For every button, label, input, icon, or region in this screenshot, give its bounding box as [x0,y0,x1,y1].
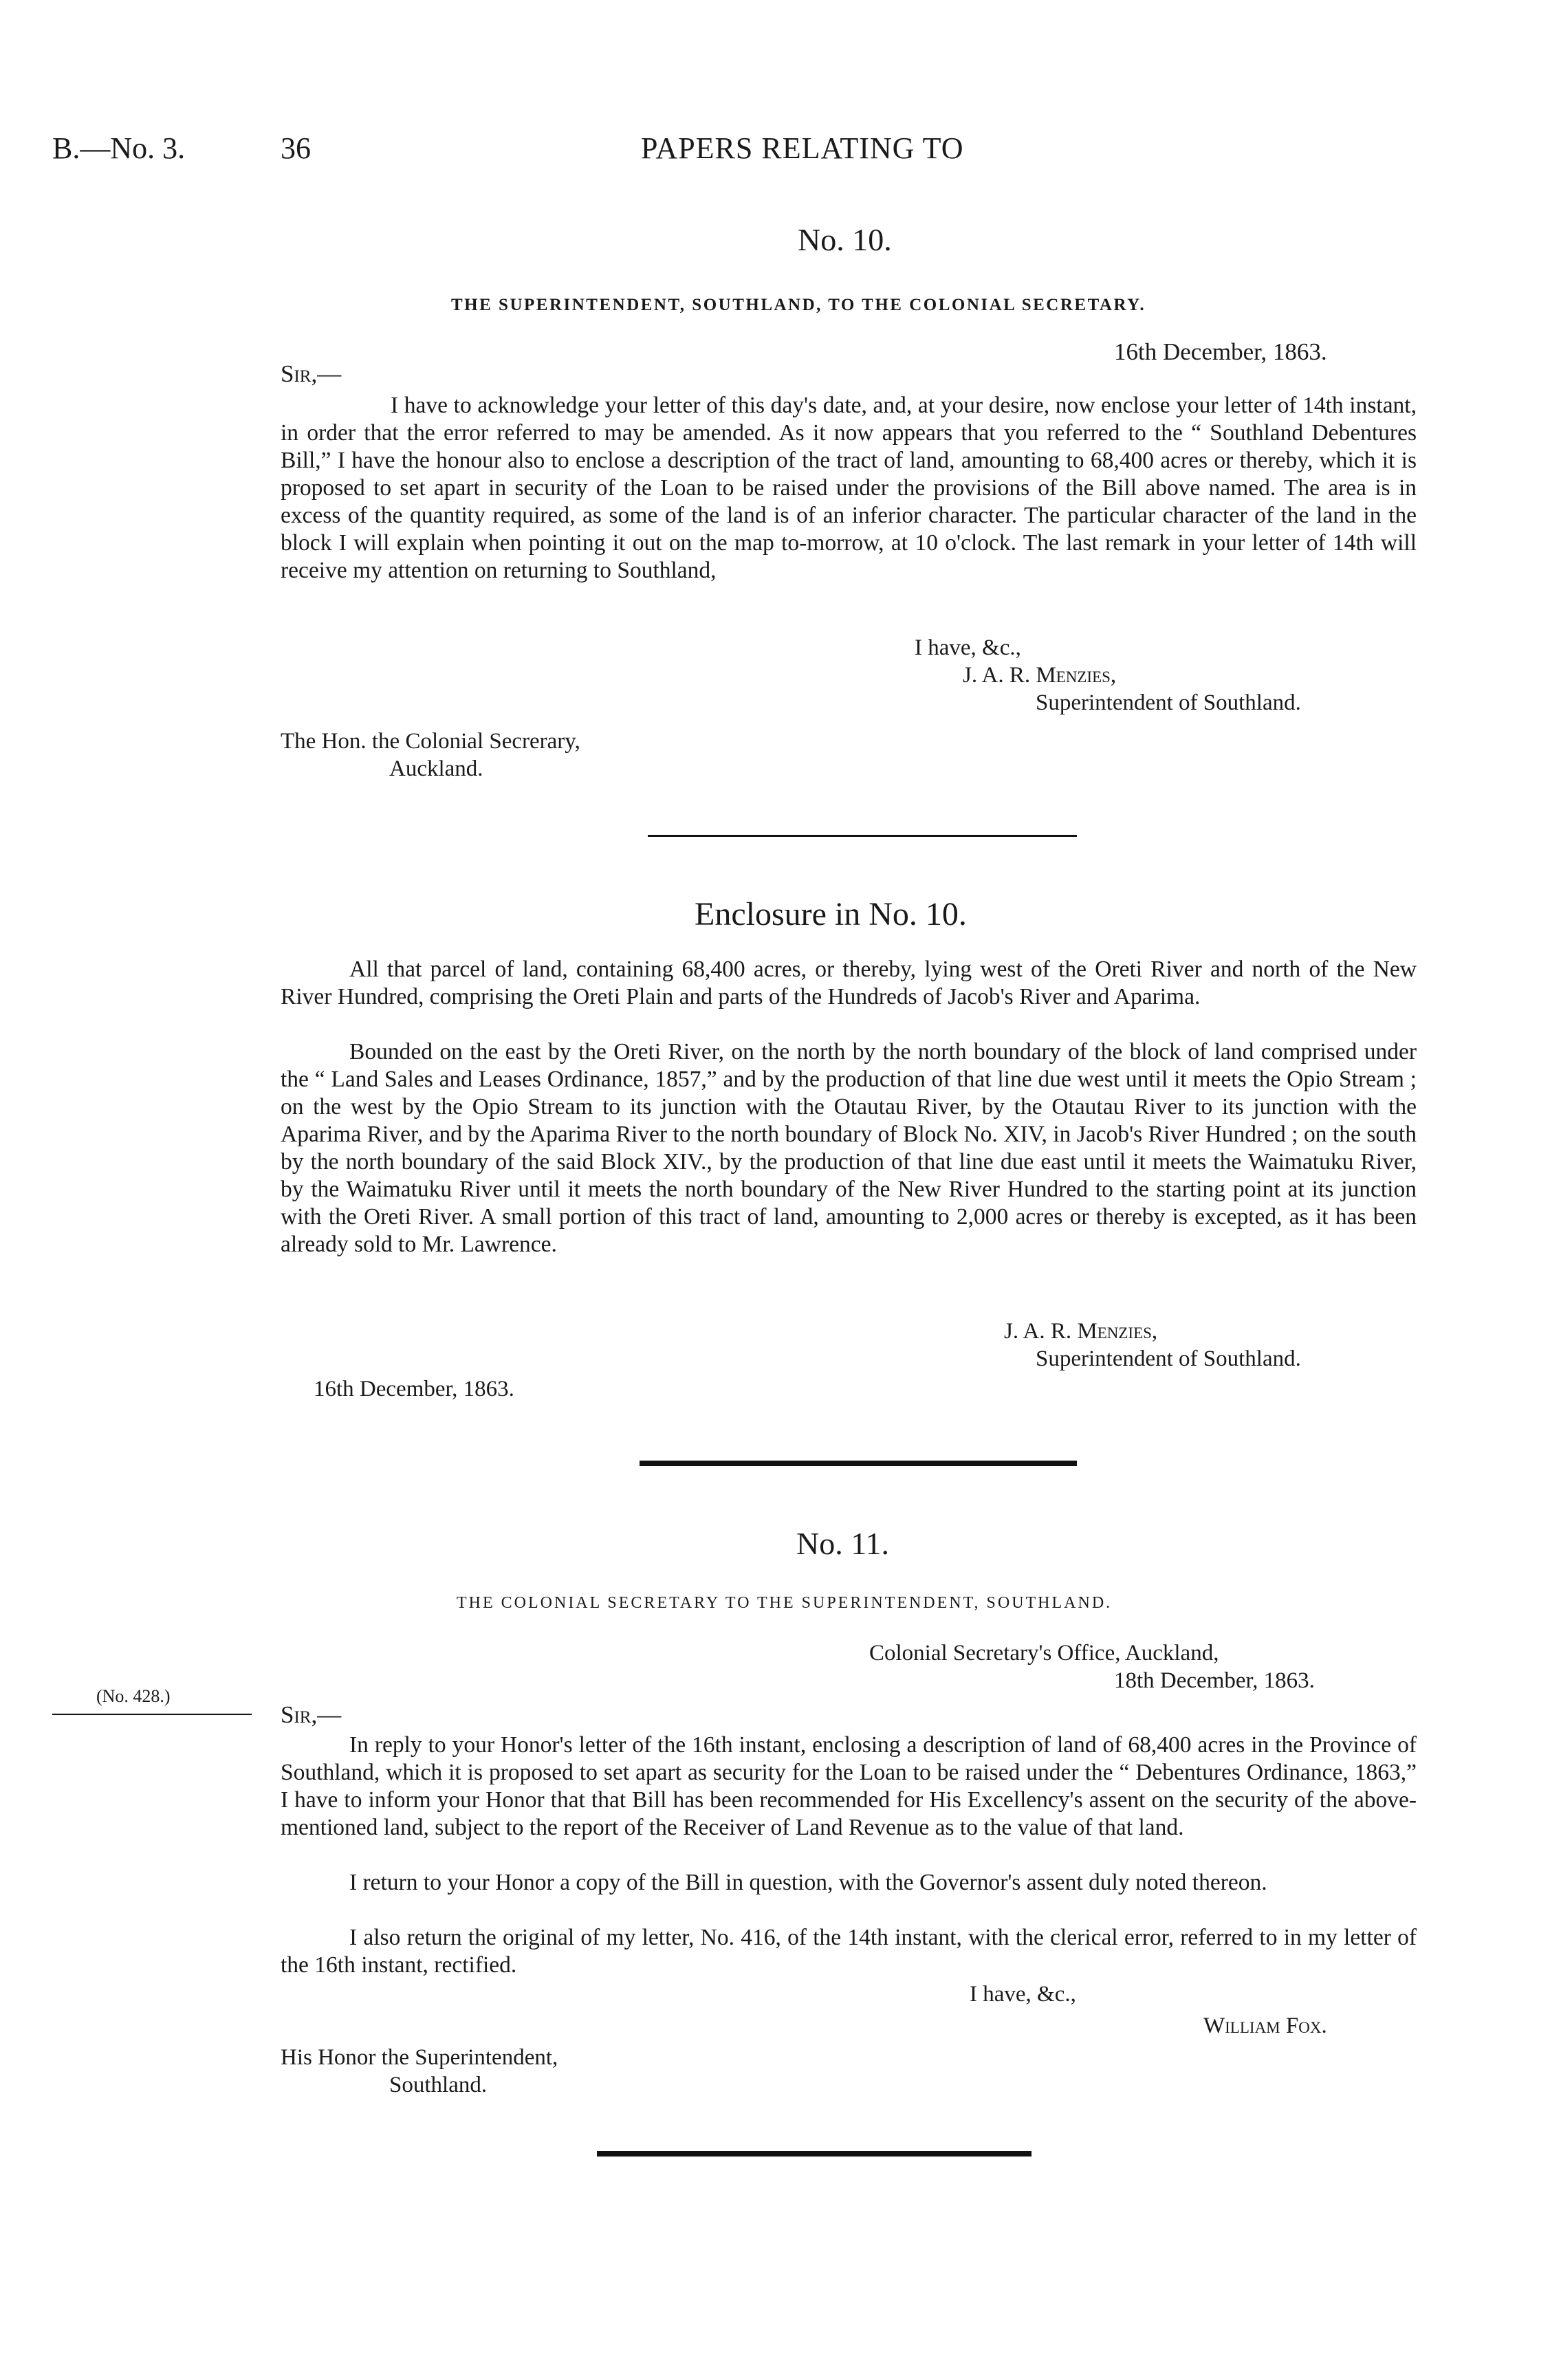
letter-10-body: I have to acknowledge your letter of this day's date, and, at your desire, now enclose your letter of 14th instant, in order that the error referred to may be amended. As it now appears that you referred to the “ Southland Debentures Bill,” I have the honour also to enclose a description of the tract of land, amounting to 68,400 acres or thereby, which it is proposed to set apart in security of the Loan to be raised under the provisions of the Bill above named. The area is in excess of the quantity required, as some of the land is of an inferior character. The particular character of the land in the block I will explain when pointing it out on the map to-morrow, at 10 o'clock. The last remark in your letter of 14th will receive my attention on returning to Southland, [281,393,1417,583]
letter-11-paragraph-1: In reply to your Honor's letter of the 16th instant, enclosing a description of land of 68,400 acres in the Province of Southland, which it is proposed to set apart as security for the Loan to be raised under the “ Debentures Ordinance, 1863,” I have to inform your Honor that that Bill has been recommended for His Excellency's assent on the security of the above-mentioned land, subject to the report of the Receiver of Land Revenue as to the value of that land. [281,1732,1417,1840]
end-divider [597,2151,1031,2157]
letter-11-office: Colonial Secretary's Office, Auckland, [869,1641,1219,1666]
letter-11-addressee: His Honor the Superintendent, [281,2045,558,2070]
letter-10-addressee-city: Auckland. [389,756,483,781]
letter-11-number: No. 11. [796,1526,890,1561]
enclosure-heading: Enclosure in No. 10. [695,896,967,932]
letter-10-addressee: The Hon. the Colonial Secrerary, [281,729,580,754]
letter-10-heading: THE SUPERINTENDENT, SOUTHLAND, TO THE COLONIAL SECRETARY. [451,296,1146,314]
page-number: 36 [281,131,311,165]
enclosure-paragraph-2: Bounded on the east by the Oreti River, on the north by the north boundary of the block of land comprised under the “ Land Sales and Leases Ordinance, 1857,” and by the production of that line due west until it meets the Opio Stream ; on the west by the Opio Stream to its junction with the Otautau River, by the Otautau River to its junction with the Aparima River, and by the Aparima River to the north boundary of Block No. XIV, in Jacob's River Hundred ; on the south by the north boundary of the said Block XIV., by the production of that line due east until it meets the Waimatuku River, by the Waimatuku River until it meets the north boundary of the New River Hundred to the starting point at its junction with the Oreti River. A small portion of this tract of land, amounting to 2,000 acres or thereby is excepted, as it has been already sold to Mr. Lawrence. [281,1039,1417,1257]
letter-11-date: 18th December, 1863. [1114,1668,1315,1693]
margin-reference: (No. 428.) [96,1686,171,1706]
letter-11-paragraph-2: I return to your Honor a copy of the Bill in question, with the Governor's assent duly noted thereon. [349,1870,1267,1895]
letter-11-paragraph-3: I also return the original of my letter, No. 416, of the 14th instant, with the clerical error, referred to in my letter of the 16th instant, rectified. [281,1925,1417,1978]
running-title: PAPERS RELATING TO [641,131,964,165]
letter-11-salutation: Sir,— [281,1701,342,1728]
letter-10-closing: I have, &c., [915,635,1021,660]
letter-11-closing: I have, &c., [970,1982,1076,2007]
letter-10-salutation: Sir,— [281,360,342,387]
enclosure-signature: J. A. R. Menzies, [1004,1319,1158,1344]
letter-10-number: No. 10. [798,222,892,257]
letter-10-signature: J. A. R. Menzies, [963,663,1117,688]
section-divider [648,835,1077,837]
letter-11-signature: William Fox. [1203,2013,1327,2038]
letter-11-addressee-city: Southland. [389,2073,488,2097]
section-divider-heavy [640,1461,1077,1466]
margin-rule [52,1714,252,1715]
letter-10-date: 16th December, 1863. [1114,338,1327,365]
letter-10-signature-title: Superintendent of Southland. [1036,690,1301,715]
enclosure-signature-title: Superintendent of Southland. [1036,1346,1301,1371]
enclosure-date: 16th December, 1863. [314,1377,514,1401]
enclosure-paragraph-1: All that parcel of land, containing 68,400 acres, or thereby, lying west of the Oreti River and north of the New River Hundred, comprising the Oreti Plain and parts of the Hundreds of Jacob's River and Aparima. [281,957,1417,1009]
document-reference: B.—No. 3. [52,131,186,165]
letter-11-heading: THE COLONIAL SECRETARY TO THE SUPERINTENDENT, SOUTHLAND. [457,1594,1113,1612]
